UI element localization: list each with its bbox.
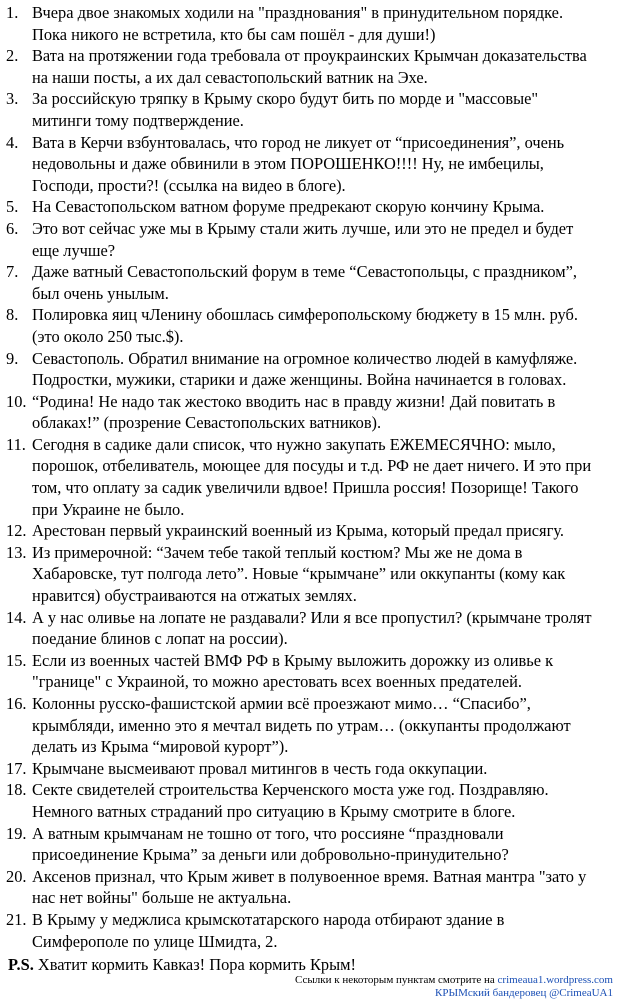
- list-item: [2, 261, 629, 304]
- list-item: [2, 391, 629, 434]
- list-item-text: Из примерочной: “Зачем тебе такой теплый костюм? Мы же не дома в Хабаровске, тут полгода лето”. Новые “крымчане” или оккупанты (кому как нравится) обустраиваются на отжатых землях.: [32, 542, 566, 606]
- list-item-text: “Родина! Не надо так жестоко вводить нас в правду жизни! Дай повитать в облаках!” (прозрение Севастопольских ватников).: [32, 391, 556, 433]
- list-item-number: 14.: [6, 607, 27, 627]
- list-item-number: 3.: [6, 89, 19, 109]
- list-item-text: Арестован первый украинский военный из Крыма, который предал присягу.: [32, 521, 564, 541]
- list-item: [2, 693, 629, 758]
- list-item-number: 13.: [6, 542, 27, 562]
- list-item: [2, 650, 629, 693]
- list-item: [2, 779, 629, 822]
- list-item-number: 15.: [6, 650, 27, 670]
- list-item: [2, 2, 629, 45]
- list-item: [2, 909, 629, 952]
- list-item: [2, 823, 629, 866]
- list-item-number: 21.: [6, 909, 27, 929]
- list-item-text: Севастополь. Обратил внимание на огромное количество людей в камуфляже. Подростки, мужики, старики и даже женщины. Война начинается в головах.: [32, 348, 578, 390]
- list-item-number: 1.: [6, 3, 19, 22]
- list-item-text: Вата в Керчи взбунтовалась, что город не ликует от “присоединения”, очень недовольны и даже обвинили в этом ПОРОШЕНКО!!!! Ну, не имбецилы, Господи, прости?! (ссылка на видео в блоге).: [32, 132, 565, 195]
- list-item: [2, 866, 629, 909]
- list-item: [2, 607, 629, 650]
- list-item: [2, 434, 629, 520]
- list-item-number: 16.: [6, 694, 27, 713]
- list-item-text: Если из военных частей ВМФ РФ в Крыму выложить дорожку из оливье к "границе" с Украиной, то можно арестовать всех военных предателей.: [32, 650, 554, 692]
- list-item-text: В Крыму у меджлиса крымскотатарского народа отбирают здание в Симферополе по улице Шмидта, 2.: [32, 909, 505, 951]
- list-item-text: Крымчане высмеивают провал митингов в честь года оккупации.: [32, 758, 488, 778]
- list-item-number: 9.: [6, 348, 19, 368]
- list-item-number: 2.: [6, 46, 19, 66]
- list-item-number: 4.: [6, 132, 19, 152]
- footer-link[interactable]: crimeaua1.wordpress.com: [497, 974, 613, 986]
- list-item-text: Колонны русско-фашистской армии всё проезжают мимо… “Спасибо”, крымбляди, именно это я мечтал видеть по утрам… (оккупанты продолжают делать из Крыма “мировой курорт”).: [32, 694, 571, 757]
- list-item-text: Секте свидетелей строительства Керченского моста уже год. Поздравляю. Немного ватных страданий про ситуацию в Крыму смотрите в блоге.: [32, 780, 549, 821]
- list-item-number: 18.: [6, 780, 27, 800]
- list-item-text: Вчера двое знакомых ходили на "празднования" в принудительном порядке. Пока никого не встретила, кто бы сам пошёл - для души!): [32, 3, 564, 44]
- list-item: [2, 542, 629, 607]
- list-item-text: А у нас оливье на лопате не раздавали? Или я все пропустил? (крымчане тролят поедание блинов с лопат на россии).: [32, 607, 592, 649]
- list-item-text: А ватным крымчанам не тошно от того, что россияне “праздновали присоединение Крыма” за деньги или добровольно-принудительно?: [32, 823, 509, 865]
- list-item-number: 10.: [6, 391, 27, 411]
- list-item-number: 20.: [6, 866, 27, 886]
- footer-note: [295, 974, 613, 987]
- footer: [295, 974, 613, 1000]
- list-item: [2, 304, 629, 347]
- list-item: [2, 758, 629, 780]
- list-item: [2, 348, 629, 391]
- list-item-text: На Севастопольском ватном форуме предрекают скорую кончину Крыма.: [32, 197, 545, 217]
- footer-author: КРЫМский бандеровец @CrimeaUA1: [435, 987, 613, 999]
- list-item-text: Сегодня в садике дали список, что нужно закупать ЕЖЕМЕСЯЧНО: мыло, порошок, отбеливатель, моющее для посуды и т.д. РФ не дает ничего. И это при том, что оплату за садик увеличили вдвое! Пришла россия! Позорище! Такого при Украине не было.: [32, 434, 592, 519]
- list-item-number: 7.: [6, 262, 19, 282]
- list-item: [2, 132, 629, 197]
- list-item-number: 12.: [6, 521, 27, 541]
- list-item-number: 17.: [6, 758, 27, 778]
- list-item-number: 19.: [6, 823, 27, 843]
- list-item: [2, 218, 629, 261]
- postscript: [2, 954, 629, 976]
- list-item: [2, 520, 629, 542]
- list-item: [2, 196, 629, 218]
- list-item-text: Полировка яиц чЛенину обошлась симферопольскому бюджету в 15 млн. руб. (это около 250 тыс.$).: [32, 305, 578, 346]
- list-item-number: 6.: [6, 218, 19, 238]
- list-item: [2, 45, 629, 88]
- list-item-text: Вата на протяжении года требовала от проукраинских Крымчан доказательства на наши посты, а их дал севастопольский ватник на Эхе.: [32, 46, 587, 87]
- numbered-list: [2, 2, 629, 952]
- list-item-text: Аксенов признал, что Крым живет в полувоенное время. Ватная мантра "зато у нас нет войны" больше не актуальна.: [32, 866, 587, 908]
- list-item-text: Даже ватный Севастопольский форум в теме “Севастопольцы, с праздником”, был очень унылым.: [32, 262, 578, 303]
- postscript-label: P.S.: [8, 955, 34, 975]
- footer-note-text: Ссылки к некоторым пунктам смотрите на: [295, 974, 498, 986]
- list-item-number: 8.: [6, 305, 19, 325]
- list-item-text: Это вот сейчас уже мы в Крыму стали жить лучше, или это не предел и будет еще лучше?: [32, 218, 574, 260]
- list-item-number: 11.: [6, 434, 26, 454]
- list-item-text: За российскую тряпку в Крыму скоро будут бить по морде и "массовые" митинги тому подтверждение.: [32, 89, 539, 130]
- list-item-number: 5.: [6, 197, 19, 217]
- postscript-text: Хватит кормить Кавказ! Пора кормить Крым!: [33, 955, 356, 975]
- list-item: [2, 88, 629, 131]
